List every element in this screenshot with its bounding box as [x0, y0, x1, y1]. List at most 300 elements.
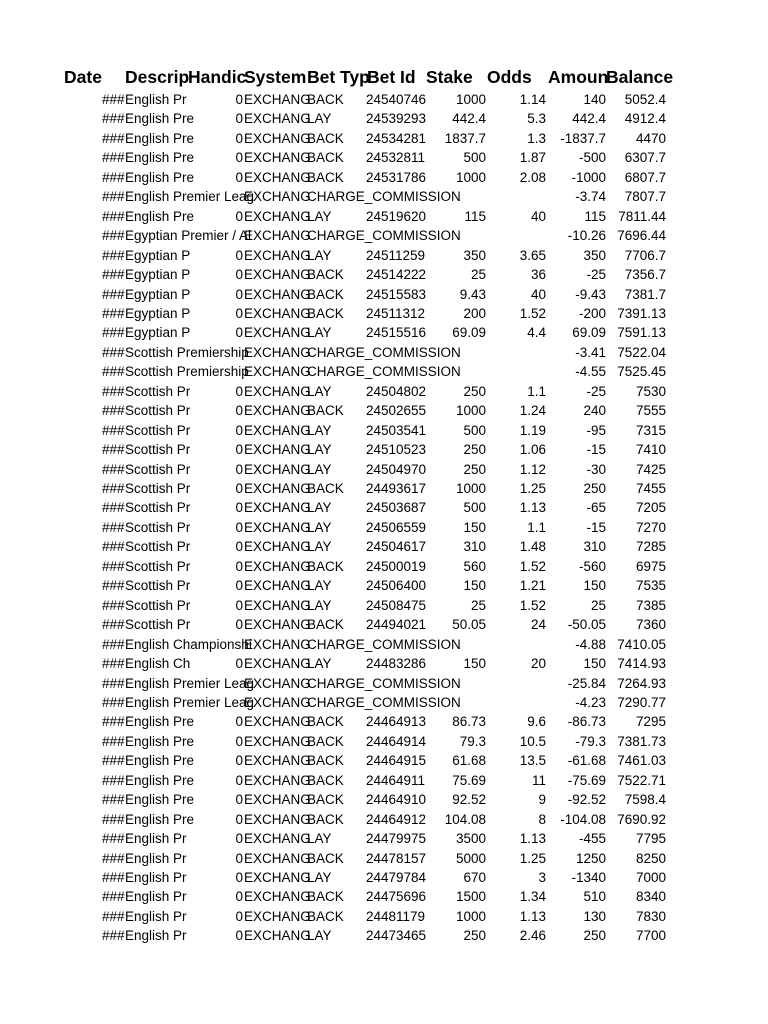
cell-bet-id: 24464914: [366, 733, 427, 749]
table-row: [0, 129, 768, 149]
cell-bet-id: 24464913: [366, 714, 427, 730]
cell-balance: 7811.44: [618, 208, 666, 224]
cell-handicap: 0: [235, 422, 243, 438]
cell-bet-id: 24515516: [366, 325, 427, 341]
cell-handicap: 0: [235, 247, 243, 263]
cell-amount: -95: [586, 422, 606, 438]
cell-odds: 1.25: [519, 481, 546, 496]
cell-balance: 7410: [635, 442, 666, 458]
cell-type: CHARGE_COMMISSION: [307, 364, 461, 380]
cell-amount: -455: [578, 831, 606, 847]
cell-odds: 1.3: [527, 130, 546, 146]
cell-desc: Scottish Pr: [125, 461, 191, 477]
cell-bet-id: 24515583: [366, 286, 427, 302]
table-row: [0, 537, 768, 557]
cell-amount: -79.3: [575, 733, 606, 749]
cell-type: LAY: [307, 539, 332, 555]
cell-balance: 7700: [635, 928, 666, 944]
cell-bet-id: 24506400: [366, 578, 427, 594]
cell-desc: English Pre: [125, 733, 195, 749]
cell-system: EXCHANG: [244, 694, 311, 710]
cell-type: LAY: [307, 383, 332, 399]
cell-type: BACK: [307, 753, 344, 769]
cell-bet-id: 24504617: [366, 539, 427, 555]
cell-amount: -9.43: [575, 286, 606, 302]
cell-desc: Scottish Pr: [125, 403, 191, 419]
cell-balance: 7264.93: [617, 675, 666, 691]
cell-date: ###: [102, 344, 125, 360]
cell-balance: 7598.4: [624, 792, 666, 808]
cell-odds: 11: [531, 772, 546, 788]
table-row: [0, 479, 768, 499]
cell-odds: 10.5: [519, 733, 546, 749]
cell-desc: English Pr: [125, 889, 187, 905]
cell-handicap: 0: [235, 597, 243, 613]
cell-date: ###: [102, 617, 125, 633]
cell-odds: [487, 226, 546, 246]
cell-date: ###: [102, 831, 125, 847]
cell-date: ###: [102, 247, 125, 263]
cell-system: EXCHANG: [244, 850, 311, 866]
cell-desc: English Pr: [125, 928, 187, 944]
cell-bet-id: 24483286: [366, 656, 427, 672]
table-row: [0, 868, 768, 888]
cell-balance: 7530: [635, 383, 666, 399]
cell-handicap: 0: [235, 442, 243, 458]
cell-stake: 25: [470, 267, 486, 283]
cell-odds: 1.52: [519, 558, 546, 574]
cell-desc: English Pre: [125, 111, 195, 127]
cell-handicap: 0: [235, 928, 243, 944]
table-row: [0, 109, 768, 129]
cell-amount: -1340: [571, 870, 606, 885]
cell-type: BACK: [307, 714, 344, 730]
cell-amount: -50.05: [567, 617, 606, 633]
cell-amount: -560: [578, 558, 606, 574]
cell-odds: 3: [538, 870, 546, 885]
cell-type: CHARGE_COMMISSION: [307, 636, 461, 652]
cell-system: EXCHANG: [244, 130, 311, 146]
cell-balance: 7535: [635, 578, 666, 594]
cell-system: EXCHANG: [244, 208, 311, 224]
cell-balance: 7205: [635, 500, 666, 516]
cell-date: ###: [102, 753, 125, 769]
table-row: [0, 401, 768, 421]
cell-balance: 7270: [635, 519, 666, 535]
cell-date: ###: [102, 286, 125, 302]
cell-handicap: 0: [235, 286, 243, 302]
header-balance: Balance: [606, 67, 674, 87]
cell-date: ###: [102, 558, 125, 574]
cell-system: EXCHANG: [244, 792, 311, 808]
cell-system: EXCHANG: [244, 111, 311, 127]
table-row: [0, 557, 768, 577]
cell-stake: 250: [463, 383, 486, 399]
cell-bet-id: 24478157: [366, 850, 427, 866]
cell-date: ###: [102, 383, 125, 399]
cell-type: LAY: [307, 597, 332, 613]
cell-balance: 7696.44: [617, 228, 666, 244]
cell-balance: 7356.7: [624, 267, 666, 283]
cell-odds: 24: [530, 617, 546, 633]
cell-odds: 1.13: [519, 908, 546, 924]
cell-stake: 200: [463, 305, 486, 321]
cell-date: ###: [102, 714, 125, 730]
cell-handicap: 0: [235, 111, 243, 127]
cell-desc: Egyptian P: [125, 305, 191, 321]
cell-handicap: 0: [235, 539, 243, 555]
cell-type: LAY: [307, 870, 332, 885]
cell-date: ###: [102, 481, 125, 496]
cell-odds: [487, 635, 546, 655]
cell-type: BACK: [307, 92, 344, 107]
table-row: [0, 849, 768, 869]
cell-amount: 240: [583, 403, 606, 419]
cell-type: BACK: [307, 792, 344, 808]
table-row: [0, 693, 768, 713]
cell-amount: -3.41: [575, 344, 606, 360]
table-row: [0, 246, 768, 266]
cell-amount: -200: [578, 305, 606, 321]
cell-type: CHARGE_COMMISSION: [307, 189, 461, 205]
cell-bet-id: 24500019: [366, 558, 427, 574]
cell-type: BACK: [307, 286, 344, 302]
cell-stake: 310: [463, 539, 486, 555]
cell-system: EXCHANG: [244, 286, 311, 302]
cell-handicap: [200, 693, 243, 713]
cell-date: ###: [102, 656, 125, 672]
cell-date: ###: [102, 908, 125, 924]
cell-type: BACK: [307, 850, 344, 866]
cell-date: ###: [102, 811, 125, 827]
cell-bet-id: 24539293: [366, 111, 427, 127]
cell-type: LAY: [307, 325, 332, 341]
cell-handicap: 0: [235, 305, 243, 321]
cell-system: EXCHANG: [244, 403, 311, 419]
cell-bet-id: 24464912: [366, 811, 427, 827]
cell-date: ###: [102, 305, 125, 321]
cell-odds: 9.6: [527, 714, 546, 730]
cell-type: CHARGE_COMMISSION: [307, 228, 461, 244]
cell-desc: English Championshi: [125, 636, 252, 652]
cell-desc: Scottish Pr: [125, 539, 191, 555]
table-row: [0, 887, 768, 907]
cell-date: ###: [102, 111, 125, 127]
cell-type: BACK: [307, 558, 344, 574]
cell-handicap: 0: [235, 519, 243, 535]
cell-type: LAY: [307, 461, 332, 477]
cell-bet-id: 24481179: [366, 908, 426, 924]
cell-stake: 50.05: [452, 617, 486, 633]
cell-handicap: 0: [235, 578, 243, 594]
cell-amount: -10.26: [567, 228, 606, 244]
table-row: [0, 323, 768, 343]
cell-desc: Scottish Premiership: [125, 364, 249, 380]
cell-type: BACK: [307, 811, 344, 827]
cell-desc: English Pr: [125, 908, 187, 924]
cell-bet-id: 24514222: [366, 267, 427, 283]
cell-amount: 150: [583, 656, 606, 672]
cell-date: ###: [102, 130, 125, 146]
cell-bet-id: 24510523: [366, 442, 427, 458]
cell-handicap: 0: [235, 792, 243, 808]
cell-balance: 7360: [635, 617, 666, 633]
cell-balance: 7391.13: [617, 305, 666, 321]
cell-system: EXCHANG: [244, 442, 311, 458]
cell-stake: 115: [464, 208, 486, 224]
cell-odds: 8: [538, 811, 546, 827]
cell-odds: [487, 674, 546, 694]
cell-bet-id: 24464911: [366, 772, 426, 788]
cell-desc: Egyptian P: [125, 325, 191, 341]
cell-stake: 150: [463, 519, 486, 535]
cell-odds: 1.25: [519, 850, 546, 866]
table-row: [0, 90, 768, 110]
cell-bet-id: 24531786: [366, 169, 427, 185]
cell-type: BACK: [307, 481, 344, 496]
cell-handicap: 0: [235, 383, 243, 399]
table-row: [0, 674, 768, 694]
cell-stake: 3500: [455, 831, 486, 847]
cell-amount: 140: [583, 92, 606, 107]
cell-system: EXCHANG: [244, 383, 311, 399]
table-row: [0, 907, 768, 927]
cell-odds: 1.52: [519, 597, 546, 613]
cell-amount: -500: [578, 150, 606, 166]
cell-handicap: 0: [235, 558, 243, 574]
cell-desc: English Pr: [125, 831, 187, 847]
cell-type: CHARGE_COMMISSION: [307, 675, 461, 691]
cell-stake: 560: [463, 558, 486, 574]
cell-desc: English Pre: [125, 714, 195, 730]
cell-desc: Scottish Pr: [125, 578, 191, 594]
cell-system: EXCHANG: [244, 305, 311, 321]
table-row: [0, 518, 768, 538]
table-row: [0, 751, 768, 771]
cell-bet-id: 24503541: [366, 422, 427, 438]
cell-amount: 69.09: [572, 325, 606, 341]
cell-system: EXCHANG: [244, 461, 311, 477]
cell-bet-id: 24503687: [366, 500, 427, 516]
cell-date: ###: [102, 403, 125, 419]
cell-system: EXCHANG: [244, 811, 311, 827]
cell-handicap: 0: [235, 850, 243, 866]
cell-balance: 7425: [635, 461, 666, 477]
cell-system: EXCHANG: [244, 908, 311, 924]
cell-system: EXCHANG: [244, 150, 311, 166]
cell-balance: 7410.05: [617, 636, 666, 652]
table-row: [0, 226, 768, 246]
cell-handicap: 0: [235, 733, 243, 749]
cell-handicap: 0: [235, 617, 243, 633]
cell-system: EXCHANG: [244, 714, 311, 730]
table-row: [0, 635, 768, 655]
cell-desc: English Pre: [125, 169, 195, 185]
cell-system: EXCHANG: [244, 636, 311, 652]
cell-type: BACK: [307, 733, 344, 749]
cell-system: EXCHANG: [244, 831, 311, 847]
cell-amount: -3.74: [575, 189, 606, 205]
cell-balance: 7461.03: [617, 753, 666, 769]
cell-odds: 13.5: [519, 753, 546, 769]
cell-type: CHARGE_COMMISSION: [307, 344, 461, 360]
cell-desc: Scottish Premiership: [125, 344, 249, 360]
cell-date: ###: [102, 325, 125, 341]
header-amount: Amoun: [548, 67, 609, 87]
cell-date: ###: [102, 228, 125, 244]
cell-bet-id: 24479784: [366, 870, 427, 885]
cell-balance: 6975: [635, 558, 666, 574]
table-row: [0, 421, 768, 441]
cell-handicap: 0: [235, 481, 243, 496]
cell-handicap: 0: [235, 130, 243, 146]
cell-system: EXCHANG: [244, 92, 311, 107]
cell-desc: Scottish Pr: [125, 558, 191, 574]
cell-desc: English Pre: [125, 208, 195, 224]
cell-system: EXCHANG: [244, 344, 311, 360]
cell-desc: English Pr: [125, 870, 187, 885]
cell-desc: Egyptian P: [125, 267, 191, 283]
cell-date: ###: [102, 169, 125, 185]
cell-handicap: [200, 635, 243, 655]
cell-odds: 1.24: [519, 403, 546, 419]
cell-amount: 130: [583, 908, 606, 924]
cell-stake: 69.09: [452, 325, 486, 341]
cell-handicap: 0: [235, 870, 243, 885]
cell-desc: English Pre: [125, 753, 195, 769]
cell-handicap: [200, 362, 243, 382]
cell-odds: 5.3: [527, 111, 546, 127]
cell-amount: 442.4: [572, 111, 606, 127]
cell-date: ###: [102, 150, 125, 166]
cell-amount: -25: [586, 383, 606, 399]
cell-date: ###: [102, 772, 125, 788]
cell-handicap: 0: [235, 831, 243, 847]
cell-type: BACK: [307, 150, 344, 166]
cell-handicap: 0: [235, 500, 243, 516]
table-row: [0, 285, 768, 305]
cell-system: EXCHANG: [244, 772, 311, 788]
cell-stake: 500: [463, 150, 486, 166]
cell-stake: 92.52: [452, 792, 486, 808]
table-row: [0, 440, 768, 460]
cell-type: LAY: [307, 111, 332, 127]
cell-system: EXCHANG: [244, 519, 311, 535]
cell-amount: -92.52: [567, 792, 606, 808]
cell-date: ###: [102, 597, 125, 613]
cell-type: LAY: [307, 247, 332, 263]
cell-bet-id: 24504970: [366, 461, 427, 477]
cell-bet-id: 24473465: [366, 928, 427, 944]
cell-system: EXCHANG: [244, 753, 311, 769]
cell-amount: -4.23: [575, 694, 606, 710]
cell-balance: 8250: [635, 850, 666, 866]
cell-odds: [487, 362, 546, 382]
cell-handicap: 0: [235, 325, 243, 341]
cell-balance: 7414.93: [617, 656, 666, 672]
cell-date: ###: [102, 442, 125, 458]
header-date: Date: [64, 67, 102, 87]
cell-amount: 510: [583, 889, 606, 905]
cell-system: EXCHANG: [244, 539, 311, 555]
cell-system: EXCHANG: [244, 597, 311, 613]
cell-odds: 1.48: [519, 539, 546, 555]
cell-date: ###: [102, 675, 125, 691]
cell-amount: -30: [586, 461, 606, 477]
cell-type: BACK: [307, 908, 344, 924]
cell-date: ###: [102, 694, 125, 710]
cell-amount: -25.84: [567, 675, 606, 691]
cell-date: ###: [102, 928, 125, 944]
cell-date: ###: [102, 208, 125, 224]
cell-balance: 8340: [635, 889, 666, 905]
table-row: [0, 615, 768, 635]
cell-type: LAY: [307, 208, 332, 224]
cell-type: BACK: [307, 617, 344, 633]
cell-bet-id: 24540746: [366, 92, 427, 107]
cell-system: EXCHANG: [244, 928, 311, 944]
cell-balance: 7690.92: [617, 811, 666, 827]
header-odds: Odds: [487, 67, 532, 87]
table-row: [0, 771, 768, 791]
table-row: [0, 304, 768, 324]
cell-system: EXCHANG: [244, 247, 311, 263]
cell-system: EXCHANG: [244, 578, 311, 594]
table-row: [0, 596, 768, 616]
table-row: [0, 382, 768, 402]
cell-amount: 150: [583, 578, 606, 594]
cell-bet-id: 24475696: [366, 889, 427, 905]
cell-stake: 442.4: [452, 111, 486, 127]
cell-balance: 7525.45: [617, 364, 666, 380]
cell-amount: -65: [586, 500, 606, 516]
cell-type: CHARGE_COMMISSION: [307, 694, 461, 710]
cell-date: ###: [102, 500, 125, 516]
cell-desc: English Premier Leag: [125, 675, 255, 691]
cell-date: ###: [102, 636, 125, 652]
cell-odds: 1.12: [519, 461, 546, 477]
cell-amount: 1250: [575, 850, 606, 866]
cell-type: BACK: [307, 130, 344, 146]
cell-type: BACK: [307, 267, 344, 283]
cell-date: ###: [102, 267, 125, 283]
cell-system: EXCHANG: [244, 656, 311, 672]
cell-odds: 1.14: [519, 92, 546, 107]
cell-bet-id: 24502655: [366, 403, 427, 419]
cell-handicap: 0: [235, 753, 243, 769]
header-bet-id: Bet Id: [367, 67, 416, 87]
table-row: [0, 829, 768, 849]
cell-balance: 6807.7: [624, 169, 666, 185]
cell-desc: Scottish Pr: [125, 422, 191, 438]
cell-system: EXCHANG: [244, 500, 311, 516]
cell-odds: 2.46: [519, 928, 546, 944]
cell-stake: 1837.7: [444, 130, 486, 146]
cell-system: EXCHANG: [244, 325, 311, 341]
table-row: [0, 732, 768, 752]
cell-handicap: 0: [235, 889, 243, 905]
cell-date: ###: [102, 870, 125, 885]
cell-amount: -75.69: [567, 772, 606, 788]
cell-amount: -1000: [571, 169, 606, 185]
cell-desc: Egyptian Premier / Al: [125, 228, 252, 244]
cell-system: EXCHANG: [244, 889, 311, 905]
cell-desc: Scottish Pr: [125, 442, 191, 458]
cell-bet-id: 24511259: [366, 247, 426, 263]
cell-odds: 1.1: [527, 383, 546, 399]
cell-balance: 6307.7: [624, 150, 666, 166]
cell-balance: 5052.4: [624, 92, 666, 107]
